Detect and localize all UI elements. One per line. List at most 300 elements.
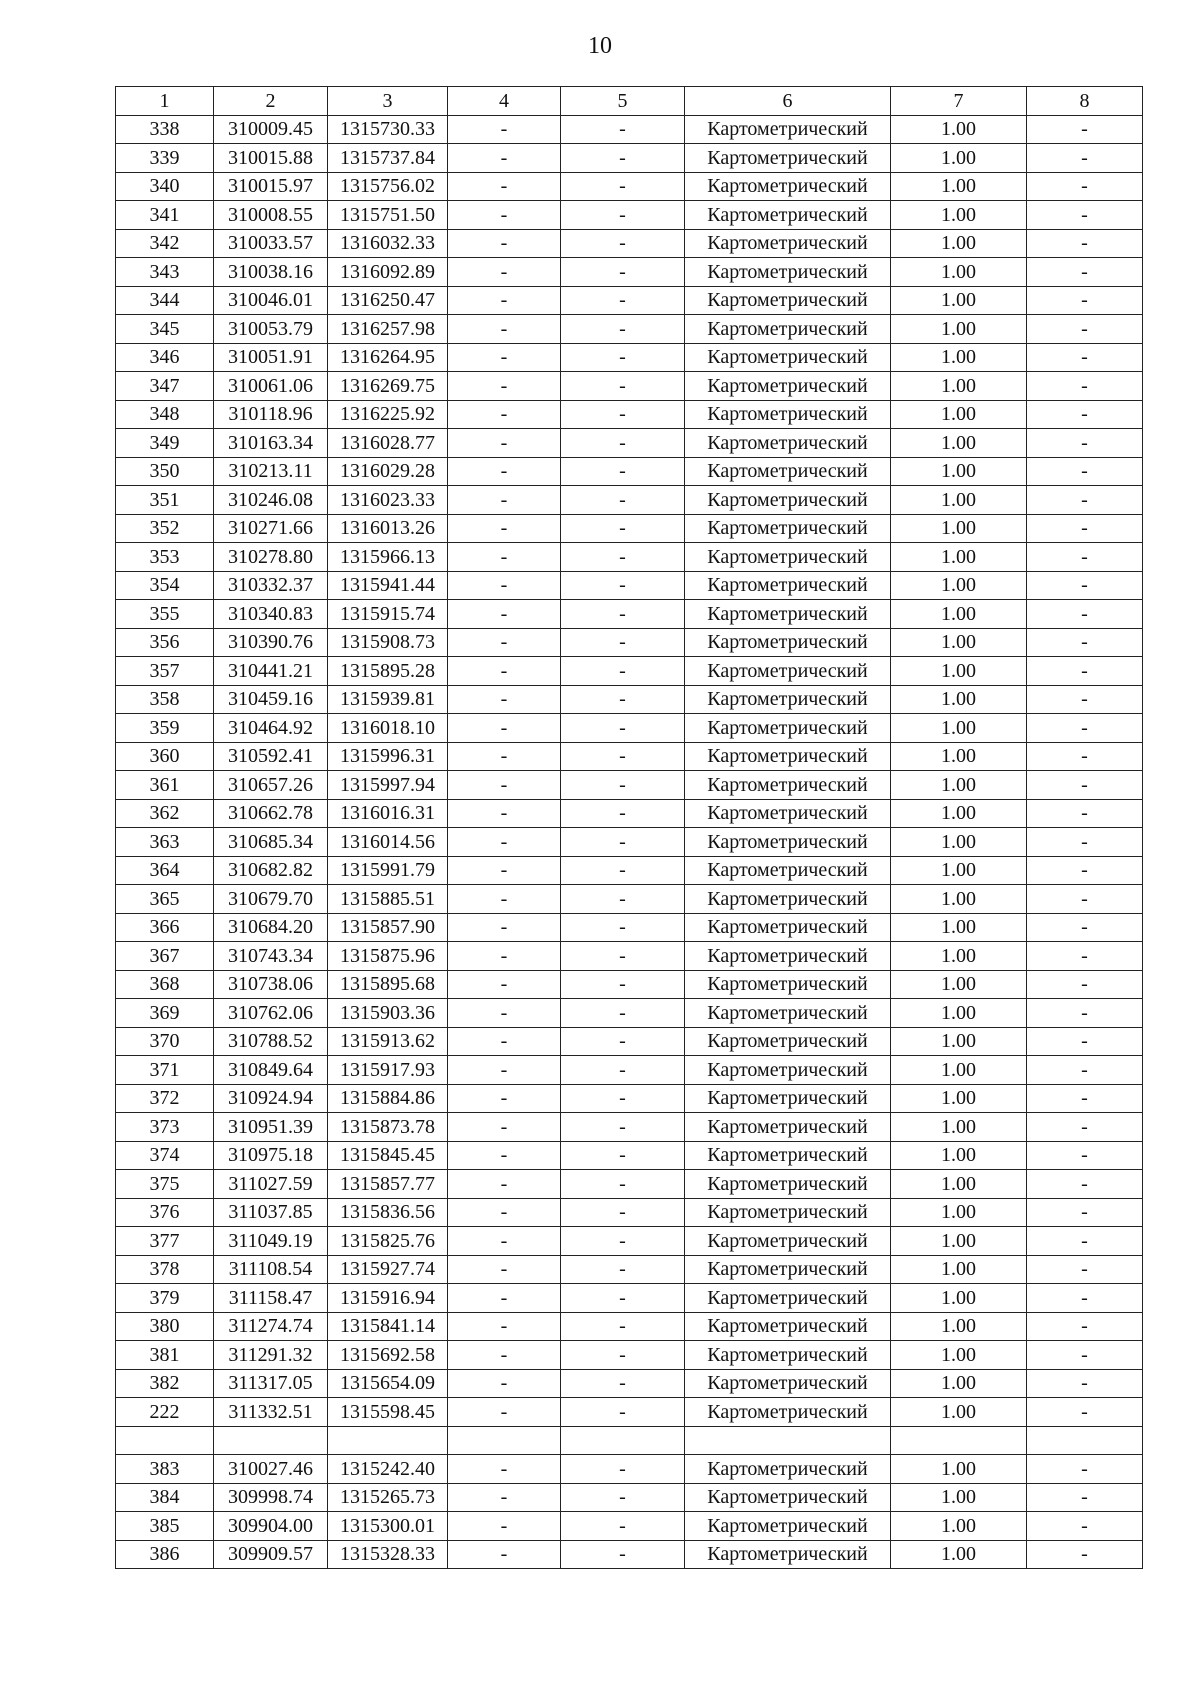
table-cell: - [561, 1198, 685, 1227]
table-cell: 1316269.75 [328, 372, 448, 401]
table-cell: - [561, 1341, 685, 1370]
table-cell: 378 [116, 1255, 214, 1284]
table-cell: - [448, 1056, 561, 1085]
table-row [116, 486, 1143, 515]
table-cell: - [561, 571, 685, 600]
table-cell: - [448, 942, 561, 971]
table-row [116, 1284, 1143, 1313]
table-row [116, 1512, 1143, 1541]
table-row [116, 372, 1143, 401]
table-cell: 1316013.26 [328, 514, 448, 543]
table-cell: - [1027, 1056, 1143, 1085]
table-cell: 309909.57 [214, 1540, 328, 1569]
table-cell: - [1027, 1198, 1143, 1227]
column-header: 2 [214, 87, 328, 116]
table-cell: - [1027, 742, 1143, 771]
table-cell: - [448, 514, 561, 543]
table-cell: 1316029.28 [328, 457, 448, 486]
table-cell: 339 [116, 144, 214, 173]
table-cell: Картометрический [685, 913, 891, 942]
table-cell: 222 [116, 1398, 214, 1427]
table-cell: 372 [116, 1084, 214, 1113]
table-cell: 311317.05 [214, 1369, 328, 1398]
table-cell: 1315756.02 [328, 172, 448, 201]
table-cell: - [448, 486, 561, 515]
table-cell: - [1027, 1455, 1143, 1484]
table-cell: - [561, 1369, 685, 1398]
table-cell: 1.00 [891, 828, 1027, 857]
table-cell: - [561, 1312, 685, 1341]
table-cell: - [1027, 970, 1143, 999]
table-cell: - [448, 543, 561, 572]
table-cell: Картометрический [685, 1141, 891, 1170]
table-cell: Картометрический [685, 201, 891, 230]
table-header-row [116, 87, 1143, 116]
table-cell: 1.00 [891, 1227, 1027, 1256]
table-cell: - [448, 1113, 561, 1142]
table-cell: 311291.32 [214, 1341, 328, 1370]
table-cell: Картометрический [685, 657, 891, 686]
table-cell: 1.00 [891, 1341, 1027, 1370]
table-cell: 1.00 [891, 457, 1027, 486]
table-cell: - [1027, 657, 1143, 686]
table-cell: 1316225.92 [328, 400, 448, 429]
table-cell: 357 [116, 657, 214, 686]
table-cell: - [448, 913, 561, 942]
table-row [116, 742, 1143, 771]
table-cell: Картометрический [685, 286, 891, 315]
table-cell: - [561, 942, 685, 971]
table-cell: - [1027, 315, 1143, 344]
table-cell: 343 [116, 258, 214, 287]
table-cell: - [1027, 115, 1143, 144]
table-cell: - [448, 856, 561, 885]
table-cell: 338 [116, 115, 214, 144]
table-cell: 1.00 [891, 571, 1027, 600]
table-row [116, 457, 1143, 486]
table-cell: 310762.06 [214, 999, 328, 1028]
table-cell: 1316257.98 [328, 315, 448, 344]
column-header: 8 [1027, 87, 1143, 116]
table-cell: - [448, 258, 561, 287]
table-cell: - [561, 1455, 685, 1484]
table-cell: 1315737.84 [328, 144, 448, 173]
table-cell: - [1027, 600, 1143, 629]
table-cell: - [1027, 1398, 1143, 1427]
table-cell: - [561, 1084, 685, 1113]
table-row [116, 144, 1143, 173]
table-row [116, 1141, 1143, 1170]
table-cell: - [1027, 286, 1143, 315]
table-cell: 1316023.33 [328, 486, 448, 515]
table-cell: 1.00 [891, 1084, 1027, 1113]
table-cell: 364 [116, 856, 214, 885]
table-cell: - [1027, 771, 1143, 800]
table-cell: 1.00 [891, 1027, 1027, 1056]
table-cell: - [448, 1284, 561, 1313]
table-body [116, 115, 1143, 1569]
table-cell: Картометрический [685, 1027, 891, 1056]
table-cell: Картометрический [685, 1369, 891, 1398]
table-cell: 1.00 [891, 429, 1027, 458]
table-cell: - [1027, 514, 1143, 543]
table-row [116, 1084, 1143, 1113]
table-cell: 375 [116, 1170, 214, 1199]
table-cell: 373 [116, 1113, 214, 1142]
table-cell: Картометрический [685, 1198, 891, 1227]
table-cell: - [1027, 1255, 1143, 1284]
table-cell: 311108.54 [214, 1255, 328, 1284]
table-cell: 347 [116, 372, 214, 401]
table-cell: 340 [116, 172, 214, 201]
table-cell: - [561, 742, 685, 771]
table-cell: - [561, 1398, 685, 1427]
table-cell: 1316092.89 [328, 258, 448, 287]
column-header: 4 [448, 87, 561, 116]
table-cell: 1315884.86 [328, 1084, 448, 1113]
table-cell: - [561, 1227, 685, 1256]
table-row [116, 1540, 1143, 1569]
table-cell: Картометрический [685, 115, 891, 144]
table-cell: - [561, 970, 685, 999]
table-cell: 1315328.33 [328, 1540, 448, 1569]
table-cell: Картометрический [685, 486, 891, 515]
table-row [116, 1198, 1143, 1227]
table-cell: Картометрический [685, 1255, 891, 1284]
table-cell: 1315300.01 [328, 1512, 448, 1541]
table-cell: 1.00 [891, 1398, 1027, 1427]
table-row [116, 571, 1143, 600]
table-cell: 1.00 [891, 486, 1027, 515]
table-cell: Картометрический [685, 429, 891, 458]
table-cell: 309998.74 [214, 1483, 328, 1512]
table-row [116, 942, 1143, 971]
table-cell: 310061.06 [214, 372, 328, 401]
table-row [116, 514, 1143, 543]
table-cell: 1.00 [891, 999, 1027, 1028]
table-row [116, 1113, 1143, 1142]
table-row [116, 315, 1143, 344]
table-cell: 346 [116, 343, 214, 372]
table-cell [891, 1426, 1027, 1455]
table-cell: - [448, 970, 561, 999]
table-cell: - [448, 429, 561, 458]
table-cell: - [1027, 172, 1143, 201]
table-cell: 310682.82 [214, 856, 328, 885]
table-cell: 1315903.36 [328, 999, 448, 1028]
column-header: 6 [685, 87, 891, 116]
table-cell: Картометрический [685, 1113, 891, 1142]
table-cell: 310008.55 [214, 201, 328, 230]
table-cell: 1.00 [891, 172, 1027, 201]
table-cell: 1315857.77 [328, 1170, 448, 1199]
table-cell: Картометрический [685, 514, 891, 543]
table-cell: - [561, 144, 685, 173]
column-header: 3 [328, 87, 448, 116]
table-row [116, 685, 1143, 714]
table-row [116, 657, 1143, 686]
table-cell: 1.00 [891, 315, 1027, 344]
table-cell: - [1027, 913, 1143, 942]
table-cell: 383 [116, 1455, 214, 1484]
table-cell: 310679.70 [214, 885, 328, 914]
table-cell: 1315692.58 [328, 1341, 448, 1370]
table-cell: 1315997.94 [328, 771, 448, 800]
table-cell [685, 1426, 891, 1455]
table-cell: 310027.46 [214, 1455, 328, 1484]
table-cell: 1315908.73 [328, 628, 448, 657]
table-cell: - [1027, 201, 1143, 230]
table-cell: - [561, 1141, 685, 1170]
table-cell: 344 [116, 286, 214, 315]
table-cell: - [448, 144, 561, 173]
table-cell: Картометрический [685, 970, 891, 999]
table-cell: - [561, 657, 685, 686]
table-cell: 1.00 [891, 942, 1027, 971]
table-cell: 311274.74 [214, 1312, 328, 1341]
column-header: 1 [116, 87, 214, 116]
table-cell: 1.00 [891, 1141, 1027, 1170]
table-cell [116, 1426, 214, 1455]
table-cell: 379 [116, 1284, 214, 1313]
table-cell: 310015.97 [214, 172, 328, 201]
table-cell: 1316018.10 [328, 714, 448, 743]
table-cell: - [1027, 799, 1143, 828]
table-cell: 1.00 [891, 885, 1027, 914]
table-cell: - [561, 429, 685, 458]
table-cell: 1.00 [891, 1170, 1027, 1199]
table-cell: Картометрический [685, 457, 891, 486]
table-cell: 310015.88 [214, 144, 328, 173]
table-cell: - [448, 1341, 561, 1370]
table-cell: 310053.79 [214, 315, 328, 344]
table-cell: - [1027, 457, 1143, 486]
table-cell: 1315242.40 [328, 1455, 448, 1484]
table-row [116, 828, 1143, 857]
table-cell: - [1027, 685, 1143, 714]
table-cell: 353 [116, 543, 214, 572]
table-cell: 365 [116, 885, 214, 914]
table-cell: - [561, 885, 685, 914]
table-cell: - [448, 799, 561, 828]
table-cell: 310684.20 [214, 913, 328, 942]
table-cell: - [1027, 999, 1143, 1028]
table-cell: - [1027, 372, 1143, 401]
table-row [116, 1056, 1143, 1085]
table-cell: Картометрический [685, 942, 891, 971]
table-cell: 1315915.74 [328, 600, 448, 629]
table-cell: - [1027, 1512, 1143, 1541]
table-cell: Картометрический [685, 628, 891, 657]
table-cell: - [448, 115, 561, 144]
table-cell: Картометрический [685, 1540, 891, 1569]
table-cell: - [1027, 1170, 1143, 1199]
table-cell: Картометрический [685, 1227, 891, 1256]
table-cell: - [561, 771, 685, 800]
table-cell: 1315913.62 [328, 1027, 448, 1056]
table-cell: 358 [116, 685, 214, 714]
table-cell: 309904.00 [214, 1512, 328, 1541]
table-cell: - [561, 1255, 685, 1284]
table-cell: - [448, 571, 561, 600]
table-cell: - [561, 115, 685, 144]
table-cell [328, 1426, 448, 1455]
table-cell: 1.00 [891, 144, 1027, 173]
table-cell: 1.00 [891, 286, 1027, 315]
table-cell: 1315991.79 [328, 856, 448, 885]
table-cell: 368 [116, 970, 214, 999]
table-cell: 1.00 [891, 258, 1027, 287]
table-cell: 1.00 [891, 970, 1027, 999]
table-cell [561, 1426, 685, 1455]
table-cell: - [448, 1398, 561, 1427]
table-cell: 1.00 [891, 115, 1027, 144]
table-cell: 1.00 [891, 201, 1027, 230]
table-cell: - [448, 172, 561, 201]
table-cell: - [561, 1113, 685, 1142]
table-cell: - [1027, 258, 1143, 287]
table-cell: - [1027, 1369, 1143, 1398]
table-row [116, 999, 1143, 1028]
table-cell: - [561, 1483, 685, 1512]
table-cell: 1.00 [891, 229, 1027, 258]
table-cell: 367 [116, 942, 214, 971]
table-cell: 361 [116, 771, 214, 800]
table-row [116, 1398, 1143, 1427]
table-row [116, 1255, 1143, 1284]
table-cell: 359 [116, 714, 214, 743]
table-cell: - [1027, 1483, 1143, 1512]
table-cell: 356 [116, 628, 214, 657]
table-row [116, 1341, 1143, 1370]
table-cell: 1315895.68 [328, 970, 448, 999]
table-cell: - [561, 543, 685, 572]
table-cell: - [448, 1141, 561, 1170]
table-cell: 1.00 [891, 372, 1027, 401]
table-cell: - [561, 400, 685, 429]
table-cell: - [448, 657, 561, 686]
table-row [116, 1426, 1143, 1455]
table-row [116, 856, 1143, 885]
table-cell: 310278.80 [214, 543, 328, 572]
table-cell: 1.00 [891, 913, 1027, 942]
table-cell: 360 [116, 742, 214, 771]
table-cell: 348 [116, 400, 214, 429]
table-cell: 341 [116, 201, 214, 230]
table-cell: - [1027, 343, 1143, 372]
table-cell: - [561, 799, 685, 828]
table-cell: Картометрический [685, 828, 891, 857]
table-cell: Картометрический [685, 258, 891, 287]
table-cell: - [448, 1483, 561, 1512]
table-row [116, 1369, 1143, 1398]
table-cell: 1.00 [891, 1284, 1027, 1313]
table-cell: 349 [116, 429, 214, 458]
table-cell: 1315654.09 [328, 1369, 448, 1398]
table-cell: 310592.41 [214, 742, 328, 771]
table-cell: 310743.34 [214, 942, 328, 971]
table-cell: Картометрический [685, 400, 891, 429]
table-cell: 310246.08 [214, 486, 328, 515]
table-cell: 310685.34 [214, 828, 328, 857]
table-cell: 351 [116, 486, 214, 515]
table-cell: 1.00 [891, 856, 1027, 885]
table-cell: 1.00 [891, 1512, 1027, 1541]
table-row [116, 115, 1143, 144]
table-cell: - [561, 999, 685, 1028]
table-cell: - [561, 1512, 685, 1541]
table-cell: Картометрический [685, 1084, 891, 1113]
table-cell: Картометрический [685, 343, 891, 372]
table-cell: 310951.39 [214, 1113, 328, 1142]
table-cell: - [1027, 885, 1143, 914]
table-cell: - [448, 600, 561, 629]
table-cell: 310118.96 [214, 400, 328, 429]
table-cell: - [1027, 856, 1143, 885]
table-cell: 1315598.45 [328, 1398, 448, 1427]
table-cell: 310788.52 [214, 1027, 328, 1056]
table-row [116, 429, 1143, 458]
table-cell: 1.00 [891, 600, 1027, 629]
table-cell: - [561, 913, 685, 942]
table-cell: 1315825.76 [328, 1227, 448, 1256]
table-row [116, 1312, 1143, 1341]
table-cell: 384 [116, 1483, 214, 1512]
table-cell: 1316032.33 [328, 229, 448, 258]
table-cell: Картометрический [685, 799, 891, 828]
table-cell: 1.00 [891, 1255, 1027, 1284]
table-cell: - [561, 1284, 685, 1313]
table-cell: 363 [116, 828, 214, 857]
table-cell: - [561, 486, 685, 515]
table-cell: 366 [116, 913, 214, 942]
table-cell: - [448, 628, 561, 657]
table-cell: 362 [116, 799, 214, 828]
table-cell: 1.00 [891, 799, 1027, 828]
table-cell: 1315885.51 [328, 885, 448, 914]
table-row [116, 1455, 1143, 1484]
table-cell: - [448, 1312, 561, 1341]
table-cell: 342 [116, 229, 214, 258]
table-cell: 1315265.73 [328, 1483, 448, 1512]
table-cell: Картометрический [685, 1455, 891, 1484]
table-row [116, 771, 1143, 800]
table-cell: 1.00 [891, 771, 1027, 800]
table-row [116, 229, 1143, 258]
table-cell [1027, 1426, 1143, 1455]
table-row [116, 258, 1143, 287]
table-cell: - [1027, 229, 1143, 258]
table-cell: 355 [116, 600, 214, 629]
table-row [116, 543, 1143, 572]
table-cell: - [1027, 1084, 1143, 1113]
table-cell: 1315966.13 [328, 543, 448, 572]
table-cell: - [448, 742, 561, 771]
table-cell: 369 [116, 999, 214, 1028]
table-row [116, 600, 1143, 629]
table-cell: 1315996.31 [328, 742, 448, 771]
table-cell: Картометрический [685, 1398, 891, 1427]
table-cell: 310441.21 [214, 657, 328, 686]
table-cell: 1.00 [891, 1312, 1027, 1341]
table-cell: - [448, 885, 561, 914]
table-cell: Картометрический [685, 1483, 891, 1512]
table-cell: 1315941.44 [328, 571, 448, 600]
table-cell: - [448, 685, 561, 714]
table-cell: 1316014.56 [328, 828, 448, 857]
table-cell: Картометрический [685, 315, 891, 344]
table-cell: 1.00 [891, 714, 1027, 743]
